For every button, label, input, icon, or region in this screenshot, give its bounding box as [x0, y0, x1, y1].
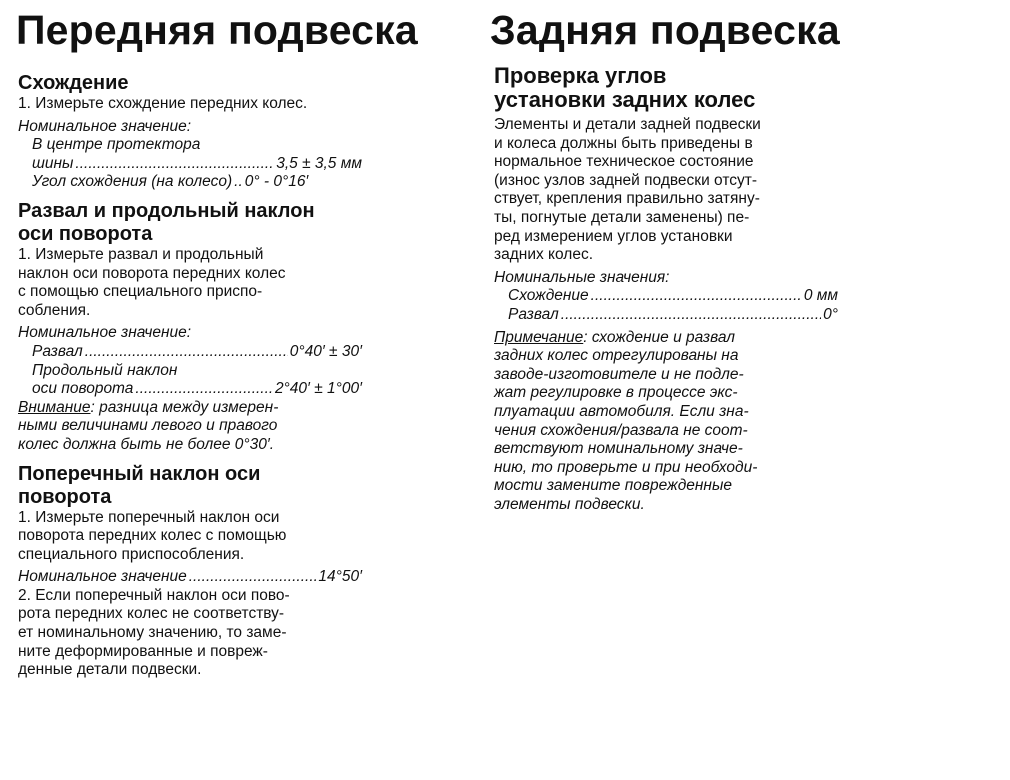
rear-toe-row: [494, 287, 838, 306]
camber-warning-l1: [18, 399, 362, 418]
toe-step-1: 1. Измерьте схождение передних колес.: [18, 95, 308, 112]
kingpin-step-2-l2: рота передних колес не соответству-: [18, 605, 285, 623]
toe-center-label-2: шины: [32, 154, 74, 172]
rear-check-heading-2: установки задних колес: [494, 87, 756, 112]
rear-body-l7: ред измерением углов установки: [494, 227, 733, 245]
camber-label: Развал: [32, 342, 83, 360]
toe-angle-label: Угол схождения (на колесо): [32, 173, 233, 191]
camber-warning-l2: ными величинами левого и правого: [18, 417, 278, 435]
caster-label-2: оси поворота: [32, 380, 134, 398]
rear-note-l1: [494, 329, 838, 348]
note-text-1: : схождение и развал: [583, 328, 736, 346]
leader-dots: [189, 568, 317, 587]
kingpin-step-1-l2: поворота передних колес с помощью: [18, 527, 287, 545]
toe-angle-value: 0° - 0°16′: [244, 173, 309, 191]
caster-label: Продольный наклон: [32, 361, 178, 379]
caster-row: [18, 380, 362, 399]
rear-camber-value: 0°: [823, 305, 838, 323]
camber-heading: Развал и продольный наклон: [18, 199, 315, 222]
camber-heading-2: оси поворота: [18, 222, 153, 245]
rear-body-l4: (износ узлов задней подвески отсут-: [494, 171, 758, 189]
rear-body-l1: Элементы и детали задней подвески: [494, 116, 761, 133]
leader-dots: [135, 380, 273, 399]
rear-note-l6: чения схождения/развала не соот-: [494, 421, 748, 439]
kingpin-nominal-label: Номинальное значение: [18, 568, 187, 586]
rear-note-l2: задних колес отрегулированы на: [494, 347, 739, 365]
rear-toe-value: 0 мм: [803, 287, 838, 305]
kingpin-step-2-l1: 2. Если поперечный наклон оси пово-: [18, 586, 290, 604]
rear-camber-row: [494, 306, 838, 325]
kingpin-step-2-l4: ните деформированные и повреж-: [18, 642, 268, 660]
rear-note-l9: мости замените поврежденные: [494, 477, 732, 495]
rear-suspension-title: Задняя подвеска: [490, 7, 840, 53]
rear-body-l5: ствует, крепления правильно затяну-: [494, 190, 760, 208]
camber-warning-l3: колес должна быть не более 0°30′.: [18, 435, 275, 453]
camber-row: [18, 343, 362, 362]
front-suspension-title: Передняя подвеска: [16, 7, 418, 53]
camber-nominal-label: Номинальное значение:: [18, 324, 192, 342]
rear-note-l7: ветствуют номинальному значе-: [494, 440, 743, 458]
camber-step-1-l4: собления.: [18, 301, 91, 319]
toe-angle-row: Угол схождения (на колесо) .. 0° - 0°16′: [32, 173, 309, 191]
kingpin-step-1-l1: 1. Измерьте поперечный наклон оси: [18, 508, 280, 526]
right-column: [494, 64, 838, 514]
rear-camber-label: Развал: [508, 305, 559, 323]
rear-body-l2: и колеса должны быть приведены в: [494, 134, 753, 152]
rear-note-l8: нию, то проверьте и при необходи-: [494, 458, 758, 476]
rear-check-heading: Проверка углов: [494, 63, 667, 88]
rear-body-l8: задних колес.: [494, 246, 594, 264]
toe-center-row: [18, 155, 362, 174]
kingpin-step-2-l5: денные детали подвески.: [18, 661, 202, 679]
toe-heading: Схождение: [18, 72, 129, 94]
toe-center-value: 3,5 ± 3,5 мм: [276, 154, 362, 172]
toe-nominal-label: Номинальное значение:: [18, 117, 192, 135]
rear-toe-label: Схождение: [508, 287, 589, 305]
rear-body-l3: нормальное техническое состояние: [494, 153, 754, 171]
rear-nominal-label: Номинальные значения:: [494, 268, 670, 286]
toe-center-label: В центре протектора: [32, 136, 201, 154]
leader-dots: [591, 287, 802, 306]
caster-value: 2°40′ ± 1°00′: [274, 380, 362, 398]
kingpin-heading: Поперечный наклон оси: [18, 462, 261, 485]
kingpin-heading-2: поворота: [18, 485, 112, 508]
rear-note-l5: плуатации автомобиля. Если зна-: [494, 402, 749, 420]
note-label: Примечание: [494, 328, 584, 346]
kingpin-nominal-value: 14°50′: [318, 568, 362, 586]
leader-dots: [85, 343, 288, 362]
kingpin-step-1-l3: специального приспособления.: [18, 545, 245, 563]
camber-value: 0°40′ ± 30′: [289, 342, 362, 360]
kingpin-step-2-l3: ет номинальному значению, то заме-: [18, 624, 287, 642]
kingpin-nominal-row: [18, 568, 362, 587]
rear-note-l10: элементы подвески.: [494, 495, 645, 513]
warning-label: Внимание: [18, 398, 91, 416]
warning-text-1: : разница между измерен-: [90, 398, 279, 416]
left-column: [18, 72, 362, 680]
leader-dots: [561, 306, 821, 325]
rear-note-l3: заводе-изготовителе и не подле-: [494, 365, 744, 383]
rear-note-l4: жат регулировке в процессе экс-: [494, 384, 738, 402]
camber-step-1-l1: 1. Измерьте развал и продольный: [18, 245, 264, 263]
rear-body-l6: ты, погнутые детали заменены) пе-: [494, 208, 750, 226]
camber-step-1-l2: наклон оси поворота передних колес: [18, 264, 286, 282]
leader-dots: [75, 155, 274, 174]
camber-step-1-l3: с помощью специального приспо-: [18, 283, 263, 301]
